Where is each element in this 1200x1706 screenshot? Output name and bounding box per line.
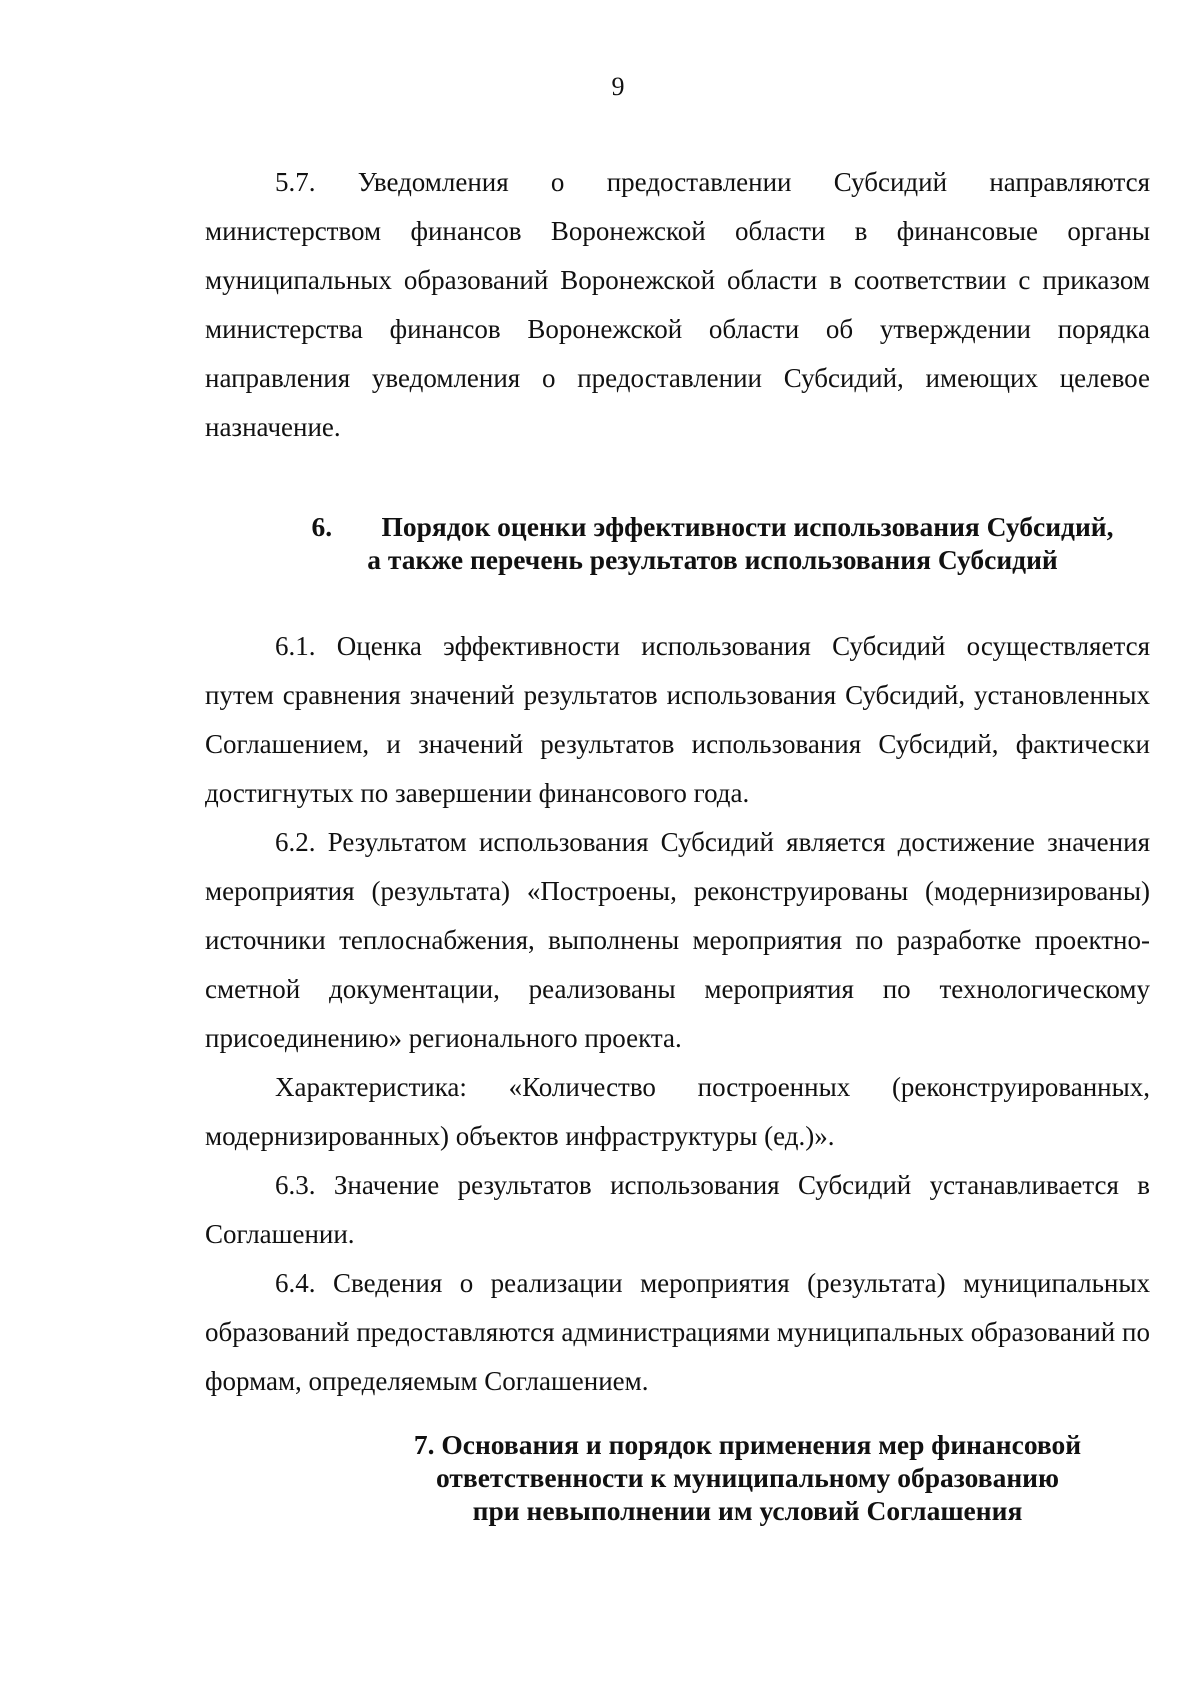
paragraph-6-3: 6.3. Значение результатов использования Субсидий устанавливается в Соглашении. [205, 1170, 1150, 1249]
paragraph-5-7: 5.7. Уведомления о предоставлении Субсидий направляются министерством финансов Воронежской области в финансовые органы муниципальных образований Воронежской области в соответствии с приказом министерства финансов Воронежской области об утверждении порядка направления уведомления о предоставлении Субсидий, имеющих целевое назначение. [205, 167, 1150, 442]
section-6-title-line-1 [275, 510, 1150, 543]
section-6-title-1: Порядок оценки эффективности использования Субсидий, [381, 511, 1114, 542]
document-body [205, 158, 1150, 1406]
paragraph-characteristic: Характеристика: «Количество построенных (реконструированных, модернизированных) объектов инфраструктуры (ед.)». [205, 1072, 1150, 1151]
section-6-number: 6. [311, 511, 333, 542]
paragraph-6-4: 6.4. Сведения о реализации мероприятия (результата) муниципальных образований предоставляются администрациями муниципальных образований по формам, определяемым Соглашением. [205, 1268, 1150, 1396]
section-6-heading [205, 510, 1150, 576]
paragraph-6-2: 6.2. Результатом использования Субсидий является достижение значения мероприятия (результата) «Построены, реконструированы (модернизированы) источники теплоснабжения, выполнены мероприятия по разработке проектно-сметной документации, реализованы мероприятия по технологическому присоединению» регионального проекта. [205, 827, 1150, 1053]
section-7-heading [205, 1428, 1150, 1527]
section-7-title-line-3: при невыполнении им условий Соглашения [472, 1495, 1023, 1526]
page-number: 9 [611, 72, 625, 101]
section-7-title-line-2: ответственности к муниципальному образованию [435, 1462, 1060, 1493]
section-7-title-line-1: 7. Основания и порядок применения мер финансовой [413, 1429, 1082, 1460]
paragraph-6-1: 6.1. Оценка эффективности использования Субсидий осуществляется путем сравнения значений результатов использования Субсидий, установленных Соглашением, и значений результатов использования Субсидий, фактически достигнутых по завершении финансового года. [205, 631, 1150, 808]
section-6-title-line-2: а также перечень результатов использования Субсидий [367, 544, 1058, 575]
